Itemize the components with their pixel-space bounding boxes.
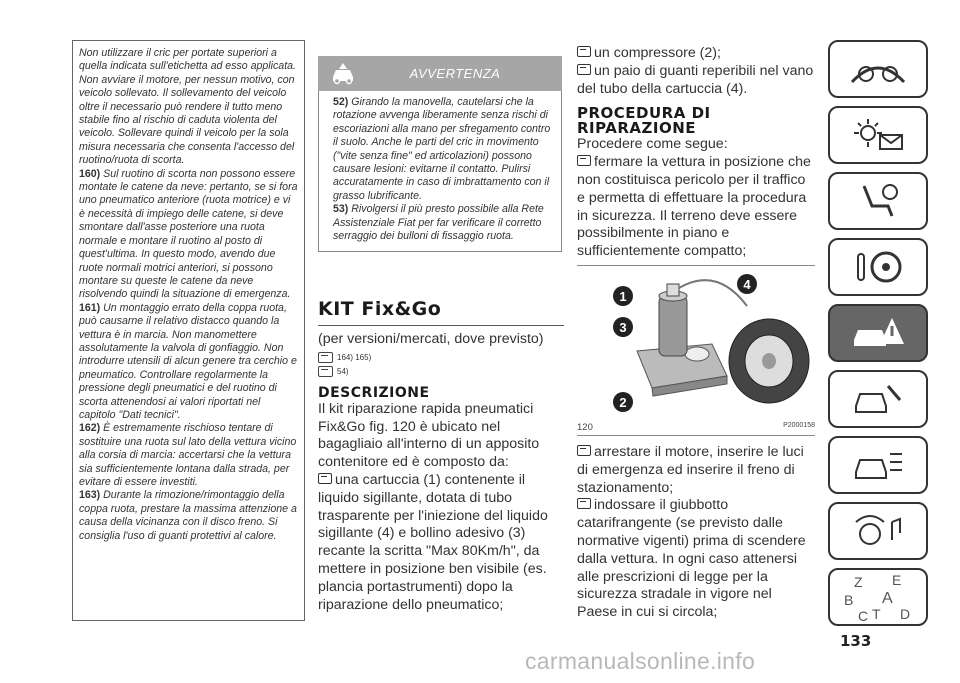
tab-technical-data[interactable]	[828, 436, 928, 494]
note-text: È estremamente rischioso tentare di sostituire una ruota sul lato della vettura vicino alla corsia di marcia: accertarsi che la vettura sia sufficientemente lontana dalla strada, per evitare di essere investiti.	[79, 422, 297, 488]
tab-maintenance[interactable]	[828, 370, 928, 428]
figure-code: P2000158	[783, 422, 815, 429]
fixgo-kit-illustration	[577, 266, 815, 416]
dashboard-icon	[848, 52, 908, 86]
note-text: Sul ruotino di scorta non possono essere montate le catene da neve: pertanto, se si fora uno pneumatico anteriore (ruota motrice) e vi è necessità di impiego delle catene, si deve smontare dall'asse posteriore una ruota normale e montare il ruotino al posto di quest'ultima. In questo modo, avendo due ruote normali motrici anteriori, si possono montare su queste le catene da neve risolvendo quindi la situazione di emergenza.	[79, 167, 298, 301]
descrizione-text: Il kit riparazione rapida pneumatici Fix&Go fig. 120 è ubicato nel bagagliaio all'interno di un apposito contenitore ed è composto da:	[318, 400, 540, 471]
bullet-icon	[577, 46, 591, 57]
list-item: fermare la vettura in posizione che non costituisca pericolo per il traffico e permetta di effettuare la procedura in sicurezza. Il terreno deve essere possibilmente in piano e sufficientemente compatto;	[577, 154, 811, 260]
figure-number: 120	[577, 422, 593, 433]
procedure-heading: PROCEDURA DI RIPARAZIONE	[577, 104, 711, 138]
key-steering-icon	[848, 248, 908, 286]
reference-icon	[318, 352, 333, 363]
page-number: 133	[840, 632, 872, 650]
avvertenza-box	[318, 56, 562, 252]
list-item: un compressore (2);	[577, 45, 815, 63]
watermark: carmanualsonline.info	[525, 648, 756, 674]
car-warning-icon	[330, 61, 356, 85]
note-number: 162)	[79, 422, 101, 435]
kit-subtitle: (per versioni/mercati, dove previsto)	[318, 331, 544, 347]
note-text: Un montaggio errato della coppa ruota, può causarne il relativo distacco quando la vettura è in marcia. Non manomettere assolutamente la valvola di gonfiaggio. Non introdurre utensili di alcun genere tra cerchio e pneumatico. Controllare regolarmente la pressione degli pneumatici e del ruotino di scorta attenendosi ai valori riportati nel capitolo "Dati tecnici".	[79, 301, 297, 421]
descrizione-heading: DESCRIZIONE	[318, 384, 430, 401]
chapter-tabs	[828, 40, 932, 634]
svg-text:2: 2	[619, 395, 627, 410]
index-letter: E	[892, 572, 902, 588]
svg-text:4: 4	[743, 277, 751, 292]
tab-emergency[interactable]	[828, 304, 928, 362]
note-number: 163)	[79, 489, 101, 502]
svg-text:1: 1	[619, 289, 627, 304]
sun-envelope-icon	[848, 117, 908, 153]
car-emergency-icon	[848, 314, 908, 352]
callout-2	[613, 392, 633, 412]
note-number: 52)	[333, 96, 349, 108]
kit-title: KIT Fix&Go	[318, 297, 564, 326]
note-number: 53)	[333, 203, 349, 216]
list-item: indossare il giubbotto catarifrangente (se previsto dalle normative vigenti) prima di scendere dalla vettura. In ogni caso attenersi alle prescrizioni di legge per la sicurezza stradale in vigore nel Paese in cui si circola;	[577, 497, 806, 621]
car-maintenance-icon	[848, 380, 908, 418]
index-letter: C	[858, 608, 869, 624]
tab-multimedia[interactable]	[828, 502, 928, 560]
note-number: 161)	[79, 301, 101, 314]
callout-4	[737, 274, 757, 294]
list-item: un paio di guanti reperibili nel vano del tubo della cartuccia (4).	[577, 62, 814, 97]
bullet-icon	[577, 64, 591, 75]
figure-caption	[577, 422, 815, 436]
index-letter: A	[882, 590, 893, 607]
note-number: 160)	[79, 167, 101, 180]
warning-notes-box	[72, 40, 305, 621]
callout-1	[613, 286, 633, 306]
note-text: Rivolgersi il più presto possibile alla Rete Assistenziale Fiat per far verificare il corretto serraggio dei bulloni di fissaggio ruota.	[333, 203, 544, 243]
list-item: arrestare il motore, inserire le luci di emergenza ed inserire il freno di stazionamento;	[577, 444, 804, 496]
note-text: Girando la manovella, cautelarsi che la rotazione avvenga liberamente senza rischi di escoriazioni alla mano per sfregamento contro il suolo. Anche le parti del cric in movimento ("vite senza fine" ed articolazioni) possono causare lesioni: evitarne il contatto. Pulirsi accuratamente in caso di imbrattamento con il grasso lubrificante.	[333, 96, 551, 202]
car-data-icon	[848, 446, 908, 484]
reference-numbers: 164) 165)	[337, 353, 372, 363]
procedure-steps	[577, 444, 815, 622]
tab-starting-driving[interactable]	[828, 238, 928, 296]
index-letter: T	[872, 606, 881, 622]
tab-warning-lights[interactable]	[828, 106, 928, 164]
reference-icon	[318, 366, 333, 377]
seat-airbag-icon	[848, 182, 908, 220]
index-letter: D	[900, 606, 911, 622]
figure-120	[577, 265, 815, 436]
note-paragraph: Non utilizzare il cric per portate superiori a quella indicata sull'etichetta ad esso applicata. Non avviare il motore, per nessun motivo, con veicolo sollevato. Il sollevamento del veicolo oltre il necessario può rendere il tutto meno stabile fino al rischio di caduta violenta del veicolo. Sollevare quindi il veicolo per la sola misura necessaria che consenta l'accesso del ruotino/ruota di scorta.	[79, 47, 296, 167]
kit-section	[318, 297, 564, 614]
bullet-icon	[577, 445, 591, 456]
tab-index[interactable]	[828, 568, 928, 626]
bullet-icon	[577, 498, 591, 509]
avvertenza-title: AVVERTENZA	[409, 66, 501, 81]
note-text: Durante la rimozione/rimontaggio della coppa ruota, prestare la massima attenzione a causa della vicinanza con il disco freno. Si consiglia l'uso di guanti protettivi al calore.	[79, 489, 297, 542]
tab-dashboard[interactable]	[828, 40, 928, 98]
signal-music-icon	[848, 512, 908, 550]
avvertenza-header	[318, 56, 562, 91]
procedure-section	[577, 45, 815, 261]
list-item: una cartuccia (1) contenente il liquido sigillante, dotata di tubo trasparente per l'iniezione del liquido sigillante (4) e bollino adesivo (3) recante la scritta "Max 80Km/h", da mettere in posizione ben visibile (es. plancia portastrumenti) dopo la riparazione dello pneumatico;	[318, 471, 548, 613]
procedure-intro: Procedere come segue:	[577, 136, 728, 153]
svg-text:3: 3	[619, 320, 627, 335]
bullet-icon	[318, 473, 332, 484]
callout-3	[613, 317, 633, 337]
index-letter: Z	[854, 574, 863, 590]
reference-numbers: 54)	[337, 367, 349, 377]
tab-safety[interactable]	[828, 172, 928, 230]
index-letter: B	[844, 592, 854, 608]
bullet-icon	[577, 155, 591, 166]
